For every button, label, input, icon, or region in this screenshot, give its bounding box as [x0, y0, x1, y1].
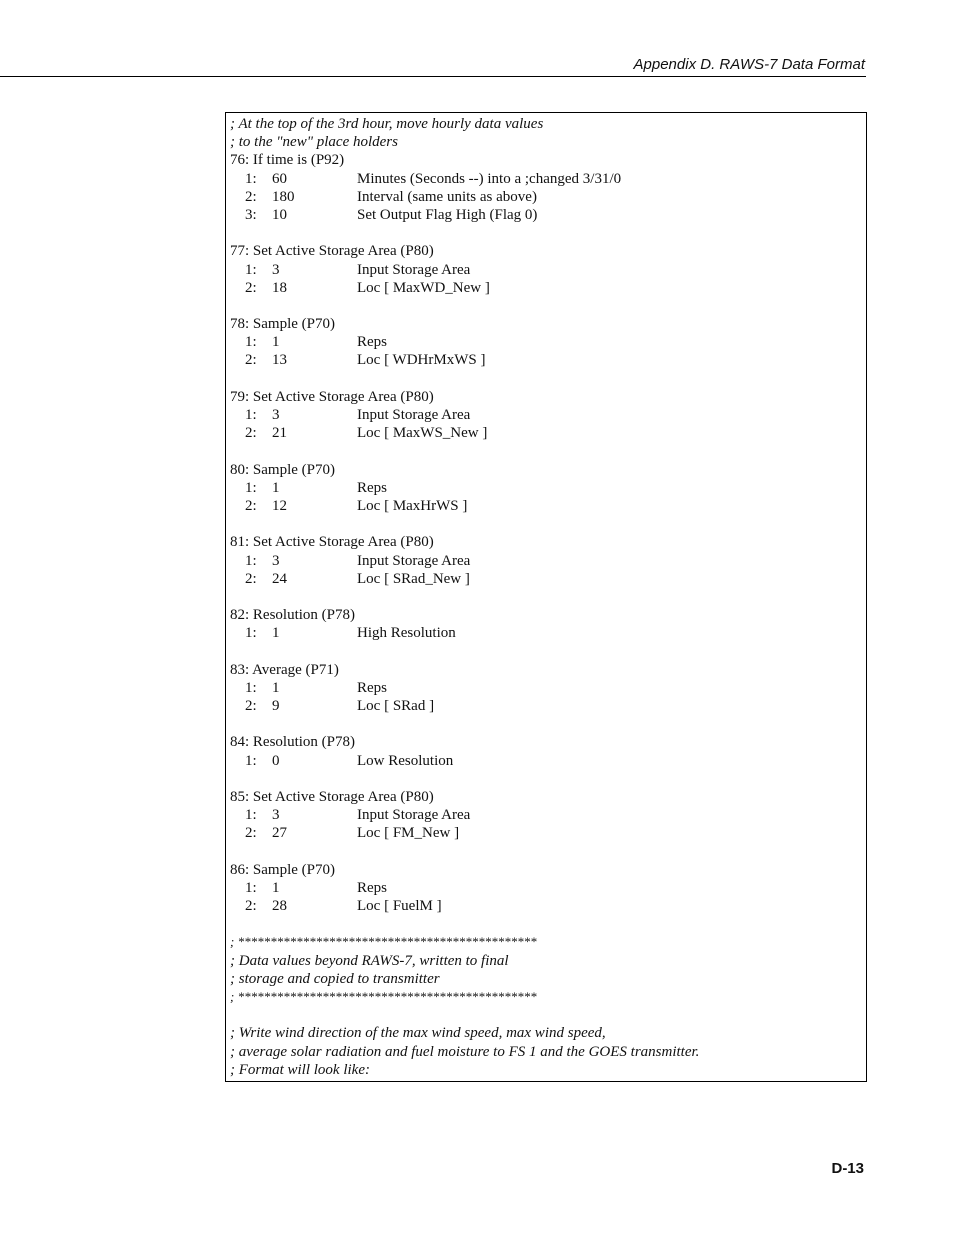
param-number: 1:: [245, 479, 257, 496]
param-value: 1: [272, 479, 280, 496]
blank-line: [230, 588, 866, 606]
param-description: Reps: [357, 479, 387, 496]
parameter-line: [230, 279, 866, 297]
param-value: 3: [272, 407, 280, 423]
param-description: Input Storage Area: [357, 407, 471, 423]
instruction-line: 79: Set Active Storage Area (P80): [230, 388, 434, 405]
parameter-line: [230, 552, 866, 570]
parameter-line: [230, 206, 866, 224]
parameter-line: [230, 570, 866, 588]
param-description: Input Storage Area: [357, 807, 471, 824]
param-number: 1:: [245, 807, 257, 824]
param-value: 24: [272, 570, 287, 587]
instruction-line: 77: Set Active Storage Area (P80): [230, 243, 434, 260]
parameter-line: [230, 424, 866, 442]
param-description: Input Storage Area: [357, 261, 471, 278]
comment-line: ; average solar radiation and fuel moisture to FS 1 and the GOES transmitter.: [230, 1043, 700, 1060]
param-number: 2:: [245, 352, 257, 369]
param-number: 1:: [245, 879, 257, 896]
parameter-line: [230, 333, 866, 351]
separator-comment-line: ; **********************************************: [230, 934, 537, 950]
parameter-line: [230, 679, 866, 697]
comment-line: ; Format will look like:: [230, 1061, 370, 1078]
param-value: 1: [272, 334, 280, 351]
param-value: 1: [272, 879, 280, 896]
param-description: Minutes (Seconds --) into a ;changed 3/31/0: [357, 170, 622, 187]
param-value: 13: [272, 352, 287, 369]
instruction-line: 78: Sample (P70): [230, 316, 335, 333]
page-header-title: Appendix D. RAWS-7 Data Format: [633, 56, 865, 73]
parameter-line: [230, 624, 866, 642]
param-number: 3:: [245, 206, 257, 223]
parameter-line: [230, 188, 866, 206]
param-number: 2:: [245, 425, 257, 442]
param-value: 1: [272, 625, 280, 642]
instruction-line: 84: Resolution (P78): [230, 734, 356, 751]
param-value: 12: [272, 497, 287, 514]
parameter-line: [230, 897, 866, 915]
parameter-line: [230, 170, 866, 188]
parameter-line: [230, 261, 866, 279]
param-number: 2:: [245, 825, 257, 842]
param-description: Loc [ MaxWS_New ]: [357, 425, 488, 442]
instruction-line: 82: Resolution (P78): [230, 607, 356, 624]
parameter-line: [230, 351, 866, 369]
comment-line: ; storage and copied to transmitter: [230, 970, 440, 987]
param-value: 1: [272, 679, 280, 696]
param-number: 1:: [245, 261, 257, 278]
param-number: 1:: [245, 625, 257, 642]
param-number: 2:: [245, 898, 257, 915]
param-description: High Resolution: [357, 625, 456, 642]
separator-comment-line: ; **********************************************: [230, 989, 537, 1004]
parameter-line: [230, 879, 866, 897]
param-description: Interval (same units as above): [357, 188, 537, 205]
instruction-line: 85: Set Active Storage Area (P80): [230, 788, 434, 805]
param-value: 18: [272, 279, 287, 296]
comment-line: ; to the "new" place holders: [230, 134, 398, 151]
parameter-line: [230, 752, 866, 770]
blank-line: [230, 715, 866, 733]
param-number: 2:: [245, 570, 257, 587]
blank-line: [230, 642, 866, 660]
parameter-line: [230, 824, 866, 842]
param-number: 1:: [245, 334, 257, 351]
parameter-line: [230, 697, 866, 715]
param-value: 3: [272, 261, 280, 278]
param-description: Low Resolution: [357, 752, 454, 769]
param-value: 0: [272, 752, 280, 769]
comment-line: ; Data values beyond RAWS-7, written to final: [230, 952, 509, 969]
param-number: 1:: [245, 552, 257, 569]
blank-line: [230, 1006, 866, 1024]
param-description: Loc [ FuelM ]: [357, 898, 442, 915]
parameter-line: [230, 806, 866, 824]
param-value: 180: [272, 188, 295, 205]
param-number: 2:: [245, 279, 257, 296]
blank-line: [230, 370, 866, 388]
param-description: Loc [ SRad ]: [357, 698, 435, 714]
blank-line: [230, 297, 866, 315]
param-number: 2:: [245, 698, 257, 714]
param-number: 2:: [245, 188, 257, 205]
instruction-line: 86: Sample (P70): [230, 861, 335, 878]
param-description: Loc [ WDHrMxWS ]: [357, 352, 486, 369]
instruction-line: 80: Sample (P70): [230, 461, 335, 478]
param-description: Reps: [357, 334, 387, 351]
blank-line: [230, 442, 866, 460]
param-value: 3: [272, 552, 280, 569]
instruction-line: 81: Set Active Storage Area (P80): [230, 534, 434, 551]
param-description: Loc [ SRad_New ]: [357, 570, 470, 587]
param-value: 10: [272, 206, 287, 223]
param-value: 21: [272, 425, 287, 442]
param-value: 3: [272, 807, 280, 824]
param-value: 60: [272, 170, 287, 187]
page-number: D-13: [831, 1160, 864, 1177]
blank-line: [230, 770, 866, 788]
blank-line: [230, 224, 866, 242]
param-description: Loc [ MaxWD_New ]: [357, 279, 490, 296]
param-value: 28: [272, 898, 287, 915]
instruction-line: 76: If time is (P92): [230, 152, 345, 169]
parameter-line: [230, 497, 866, 515]
comment-line: ; Write wind direction of the max wind speed, max wind speed,: [230, 1025, 606, 1042]
blank-line: [230, 843, 866, 861]
param-description: Loc [ MaxHrWS ]: [357, 497, 468, 514]
blank-line: [230, 515, 866, 533]
param-number: 1:: [245, 407, 257, 423]
param-description: Reps: [357, 879, 387, 896]
program-listing-box: [225, 112, 867, 1082]
param-number: 1:: [245, 170, 257, 187]
param-number: 2:: [245, 497, 257, 514]
param-description: Input Storage Area: [357, 552, 471, 569]
instruction-line: 83: Average (P71): [230, 661, 339, 678]
param-value: 9: [272, 698, 280, 714]
parameter-line: [230, 406, 866, 424]
header-rule: [0, 76, 866, 77]
param-number: 1:: [245, 679, 257, 696]
param-description: Reps: [357, 679, 387, 696]
parameter-line: [230, 479, 866, 497]
param-description: Loc [ FM_New ]: [357, 825, 460, 842]
param-number: 1:: [245, 752, 257, 769]
param-value: 27: [272, 825, 287, 842]
param-description: Set Output Flag High (Flag 0): [357, 206, 538, 223]
blank-line: [230, 915, 866, 933]
comment-line: ; At the top of the 3rd hour, move hourly data values: [230, 116, 544, 132]
